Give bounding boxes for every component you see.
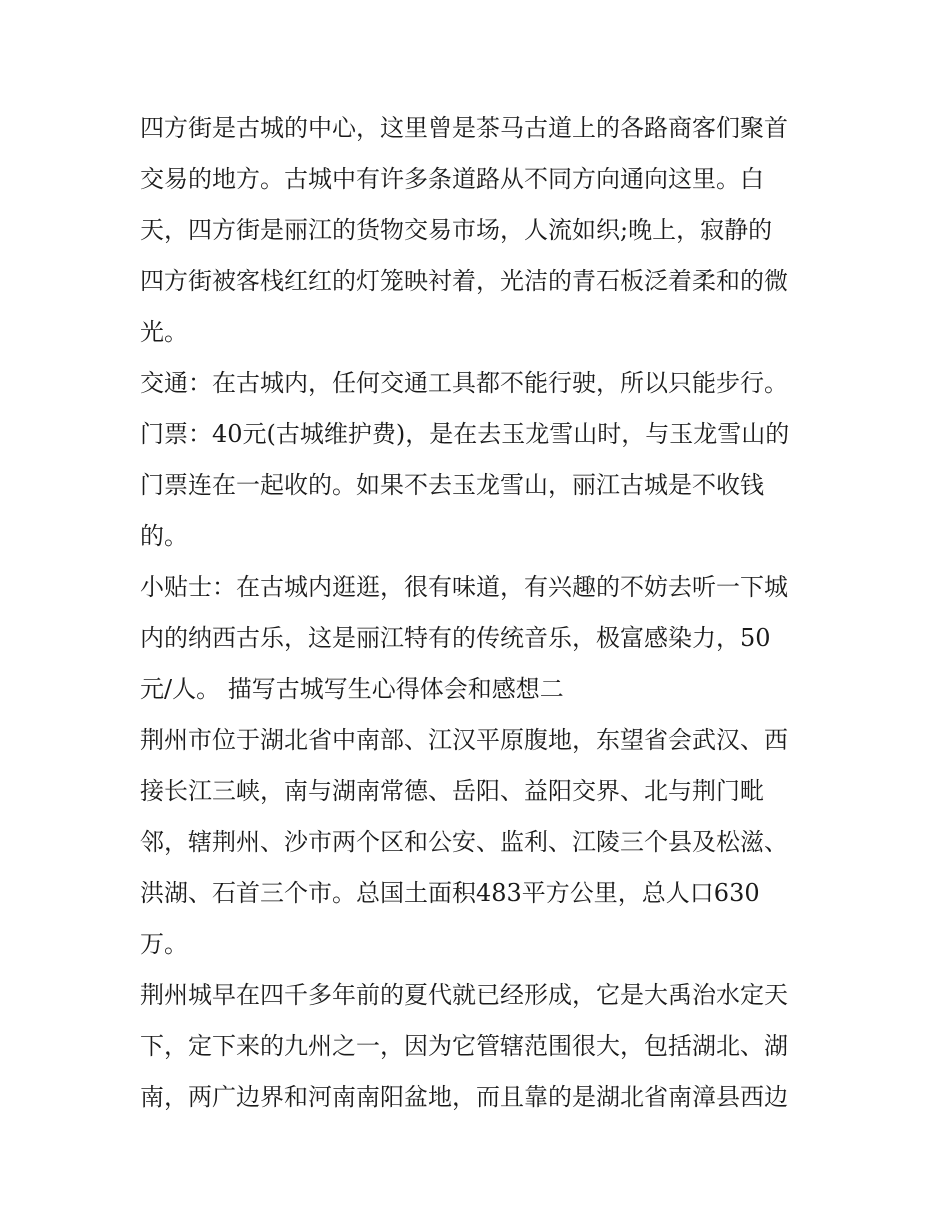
text-line: 四方街被客栈红红的灯笼映衬着，光洁的青石板泛着柔和的微 <box>140 267 788 295</box>
text-line: 的。 <box>140 522 188 550</box>
text-line: 门票连在一起收的。如果不去玉龙雪山，丽江古城是不收钱 <box>140 471 764 499</box>
text-line: 接长江三峡，南与湖南常德、岳阳、益阳交界、北与荆门毗 <box>140 777 764 805</box>
text-line: 小贴士：在古城内逛逛，很有味道，有兴趣的不妨去听一下城 <box>140 573 788 601</box>
text-line: 光。 <box>140 318 188 346</box>
text-line: 天，四方街是丽江的货物交易市场，人流如织;晚上，寂静的 <box>140 216 773 244</box>
text-line: 下，定下来的九州之一，因为它管辖范围很大，包括湖北、湖 <box>140 1032 788 1060</box>
text-line: 内的纳西古乐，这是丽江特有的传统音乐，极富感染力，50 <box>140 624 771 652</box>
text-line: 交易的地方。古城中有许多条道路从不同方向通向这里。白 <box>140 165 764 193</box>
text-line: 邻，辖荆州、沙市两个区和公安、监利、江陵三个县及松滋、 <box>140 828 788 856</box>
text-line: 荆州市位于湖北省中南部、江汉平原腹地，东望省会武汉、西 <box>140 726 788 754</box>
text-line: 洪湖、石首三个市。总国土面积483平方公里，总人口630 <box>140 879 760 907</box>
text-line: 万。 <box>140 930 188 958</box>
text-line: 四方街是古城的中心，这里曾是茶马古道上的各路商客们聚首 <box>140 114 788 142</box>
text-line: 南，两广边界和河南南阳盆地，而且靠的是湖北省南漳县西边 <box>140 1083 788 1111</box>
text-line: 交通：在古城内，任何交通工具都不能行驶，所以只能步行。 <box>140 369 788 397</box>
text-line: 门票：40元(古城维护费)，是在去玉龙雪山时，与玉龙雪山的 <box>140 420 790 448</box>
document-body <box>140 103 830 1123</box>
text-line: 荆州城早在四千多年前的夏代就已经形成，它是大禹治水定天 <box>140 981 788 1009</box>
text-line: 元/人。 描写古城写生心得体会和感想二 <box>140 675 564 703</box>
